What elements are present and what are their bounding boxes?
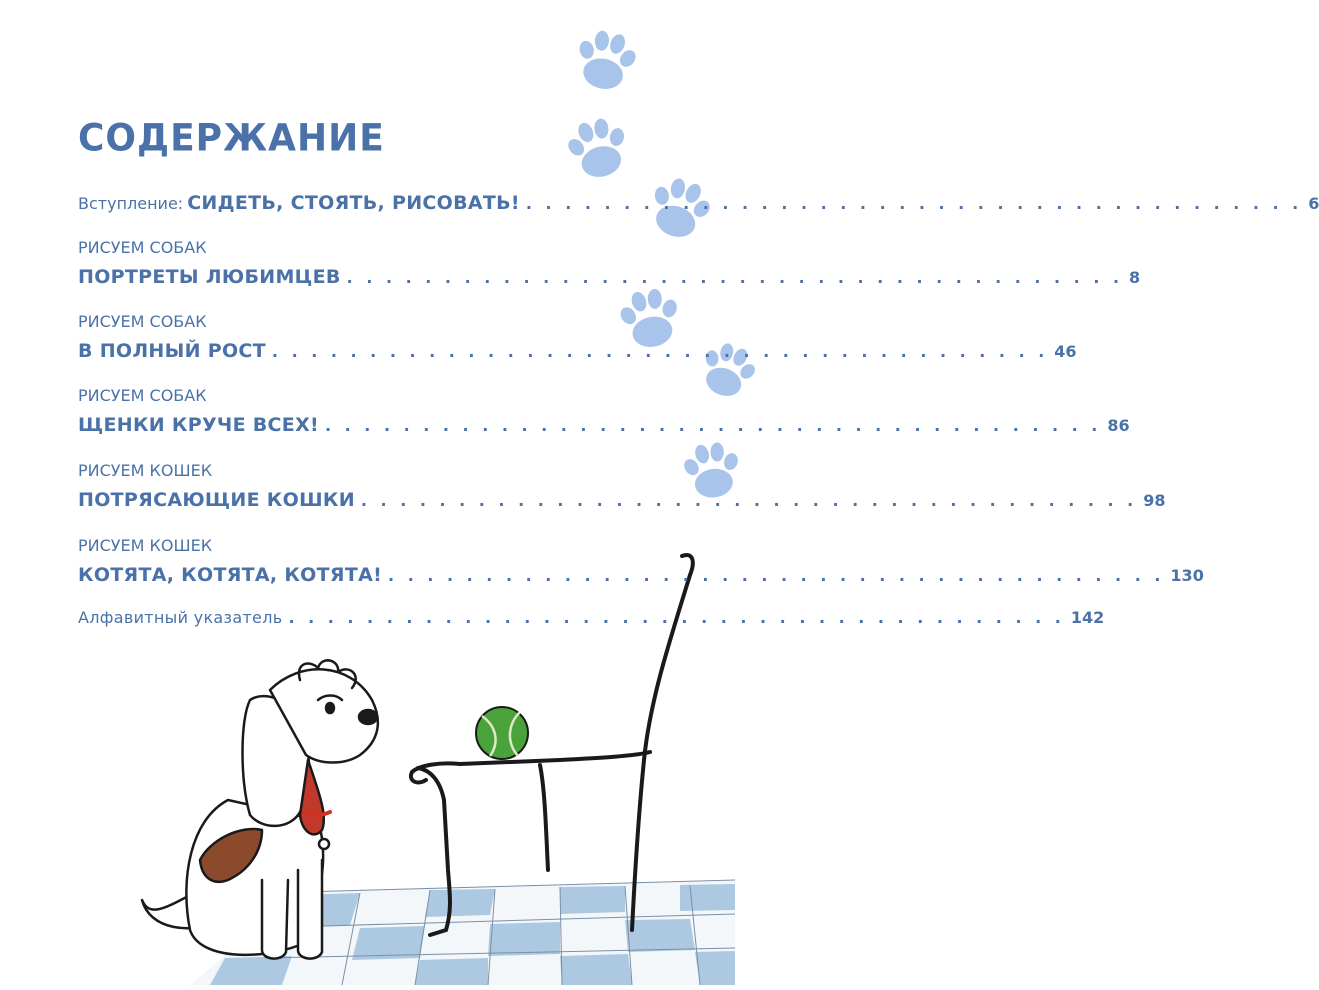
- toc-entry-title: ЩЕНКИ КРУЧЕ ВСЕХ!: [78, 414, 319, 436]
- dot-leader: . . . . . . . . . . . . . . . . . . . . . . . . . . . . . . . . . . . . . . . .: [525, 194, 1303, 213]
- toc-entry-kicker: РИСУЕМ СОБАК: [78, 386, 207, 405]
- toc-entry-page: 142: [1070, 608, 1105, 627]
- toc-entry-portraits: [78, 238, 1141, 288]
- toc-entry-kicker: РИСУЕМ КОШЕК: [78, 461, 213, 480]
- dot-leader: . . . . . . . . . . . . . . . . . . . . . . . . . . . . . . . . . . . . . . . .: [325, 416, 1102, 435]
- toc-entry-page: 8: [1129, 268, 1141, 287]
- toc-entry-title: СИДЕТЬ, СТОЯТЬ, РИСОВАТЬ!: [187, 192, 520, 214]
- toc-entry-kittens: [78, 536, 1204, 586]
- dot-leader: . . . . . . . . . . . . . . . . . . . . . . . . . . . . . . . . . . . . . . . .: [388, 566, 1165, 585]
- toc-entry-kicker: РИСУЕМ СОБАК: [78, 238, 207, 257]
- dot-leader: . . . . . . . . . . . . . . . . . . . . . . . . . . . . . . . . . . . . . . . .: [271, 342, 1049, 361]
- contents-heading: СОДЕРЖАНИЕ: [78, 116, 385, 161]
- paw-print-icon: [570, 25, 643, 95]
- toc-entry-full-height: [78, 312, 1077, 362]
- toc-entry-title: ПОРТРЕТЫ ЛЮБИМЦЕВ: [78, 266, 341, 288]
- toc-entry-title: КОТЯТА, КОТЯТА, КОТЯТА!: [78, 564, 383, 586]
- toc-entry-page: 98: [1143, 491, 1166, 510]
- toc-entry-page: 6: [1308, 194, 1319, 213]
- toc-entry-title: ПОТРЯСАЮЩИЕ КОШКИ: [78, 489, 355, 511]
- toc-entry-title: В ПОЛНЫЙ РОСТ: [78, 340, 266, 362]
- toc-entry-puppies: [78, 386, 1130, 436]
- dot-leader: . . . . . . . . . . . . . . . . . . . . . . . . . . . . . . . . . . . . . . . .: [360, 491, 1138, 510]
- toc-entry-cats: [78, 461, 1166, 511]
- toc-entry-index: [78, 608, 1105, 627]
- paw-print-icon: [561, 112, 635, 183]
- toc-entry-page: 46: [1054, 342, 1077, 361]
- dot-leader: . . . . . . . . . . . . . . . . . . . . . . . . . . . . . . . . . . . . . . . .: [346, 268, 1124, 287]
- toc-entry-title: Алфавитный указатель: [78, 608, 283, 627]
- toc-entry-kicker: РИСУЕМ КОШЕК: [78, 536, 213, 555]
- toc-entry-page: 130: [1170, 566, 1204, 585]
- toc-entry-prefix: Вступление:: [78, 194, 184, 213]
- toc-entry-intro: [78, 192, 1319, 214]
- tennis-ball: [476, 707, 528, 759]
- dot-leader: . . . . . . . . . . . . . . . . . . . . . . . . . . . . . . . . . . . . . . . .: [288, 608, 1065, 627]
- toc-entry-kicker: РИСУЕМ СОБАК: [78, 312, 207, 331]
- toc-entry-page: 86: [1107, 416, 1130, 435]
